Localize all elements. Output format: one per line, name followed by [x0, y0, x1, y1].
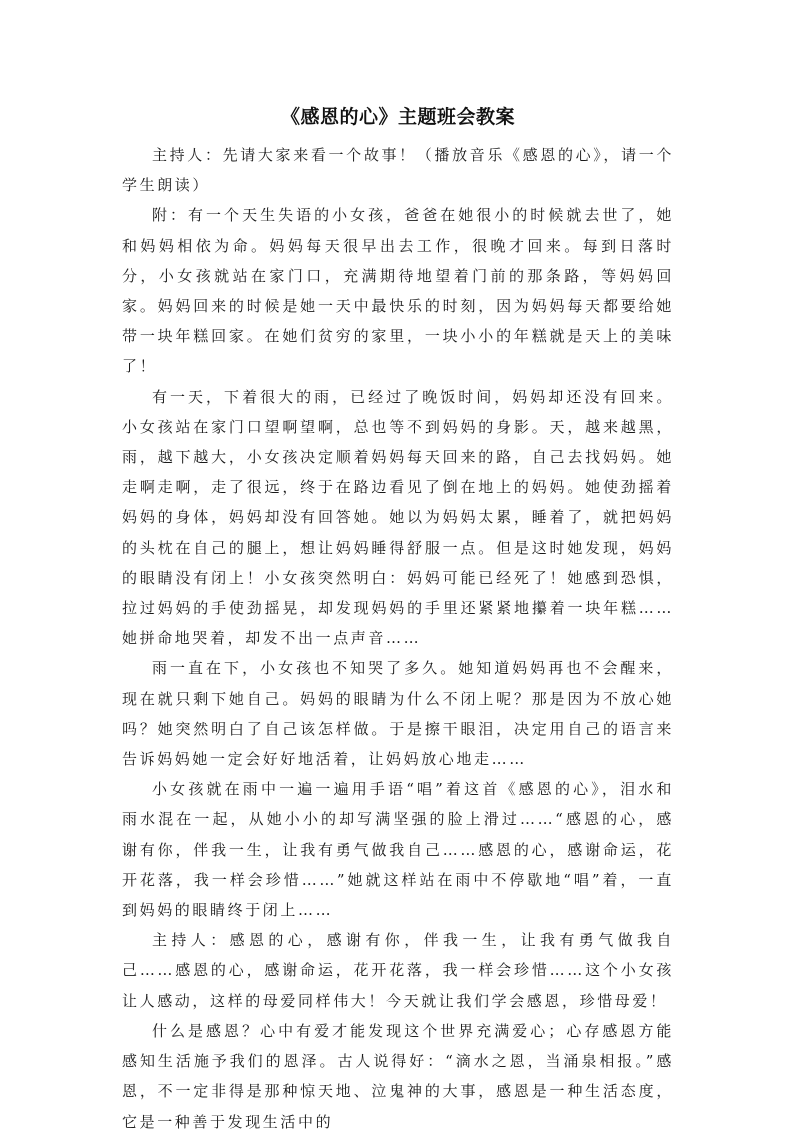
document-page	[122, 104, 674, 1137]
paragraph-story-3: 雨一直在下，小女孩也不知哭了多久。她知道妈妈再也不会醒来，现在就只剩下她自己。妈妈的眼睛为什么不闭上呢？那是因为不放心她吗？她突然明白了自己该怎样做。于是擦干眼泪，决定用自己的语言来告诉妈妈她一定会好好地活着，让妈妈放心地走……	[122, 659, 674, 769]
document-title: 《感恩的心》主题班会教案	[280, 106, 515, 128]
paragraph-story-2: 有一天，下着很大的雨，已经过了晚饭时间，妈妈却还没有回来。小女孩站在家门口望啊望啊，总也等不到妈妈的身影。天，越来越黑，雨，越下越大，小女孩决定顺着妈妈每天回来的路，自己去找妈妈。她走啊走啊，走了很远，终于在路边看见了倒在地上的妈妈。她使劲摇着妈妈的身体，妈妈却没有回答她。她以为妈妈太累，睡着了，就把妈妈的头枕在自己的腿上，想让妈妈睡得舒服一点。但是这时她发现，妈妈的眼睛没有闭上！小女孩突然明白：妈妈可能已经死了！她感到恐惧，拉过妈妈的手使劲摇晃，却发现妈妈的手里还紧紧地攥着一块年糕……她拼命地哭着，却发不出一点声音……	[122, 387, 674, 648]
paragraph-story-1: 附：有一个天生失语的小女孩，爸爸在她很小的时候就去世了，她和妈妈相依为命。妈妈每天很早出去工作，很晚才回来。每到日落时分，小女孩就站在家门口，充满期待地望着门前的那条路，等妈妈回家。妈妈回来的时候是她一天中最快乐的时刻，因为妈妈每天都要给她带一块年糕回家。在她们贫穷的家里，一块小小的年糕就是天上的美味了！	[122, 206, 674, 376]
paragraph-host-intro: 主持人：先请大家来看一个故事！（播放音乐《感恩的心》，请一个学生朗读）	[122, 146, 674, 195]
paragraph-what-is-gratitude: 什么是感恩？心中有爱才能发现这个世界充满爱心；心存感恩方能感知生活施予我们的恩泽。古人说得好：“滴水之恩，当涌泉相报。”感恩，不一定非得是那种惊天地、泣鬼神的大事，感恩是一种生活态度，它是一种善于发现生活中的	[122, 1021, 674, 1131]
paragraph-host-reflection: 主持人：感恩的心，感谢有你，伴我一生，让我有勇气做我自己……感恩的心，感谢命运，花开花落，我一样会珍惜……这个小女孩让人感动，这样的母爱同样伟大！今天就让我们学会感恩，珍惜母爱！	[122, 931, 674, 1010]
paragraph-story-4: 小女孩就在雨中一遍一遍用手语“唱”着这首《感恩的心》，泪水和雨水混在一起，从她小小的却写满坚强的脸上滑过……“感恩的心，感谢有你，伴我一生，让我有勇气做我自己……感恩的心，感谢命运，花开花落，我一样会珍惜……”她就这样站在雨中不停歇地“唱”着，一直到妈妈的眼睛终于闭上……	[122, 780, 674, 920]
